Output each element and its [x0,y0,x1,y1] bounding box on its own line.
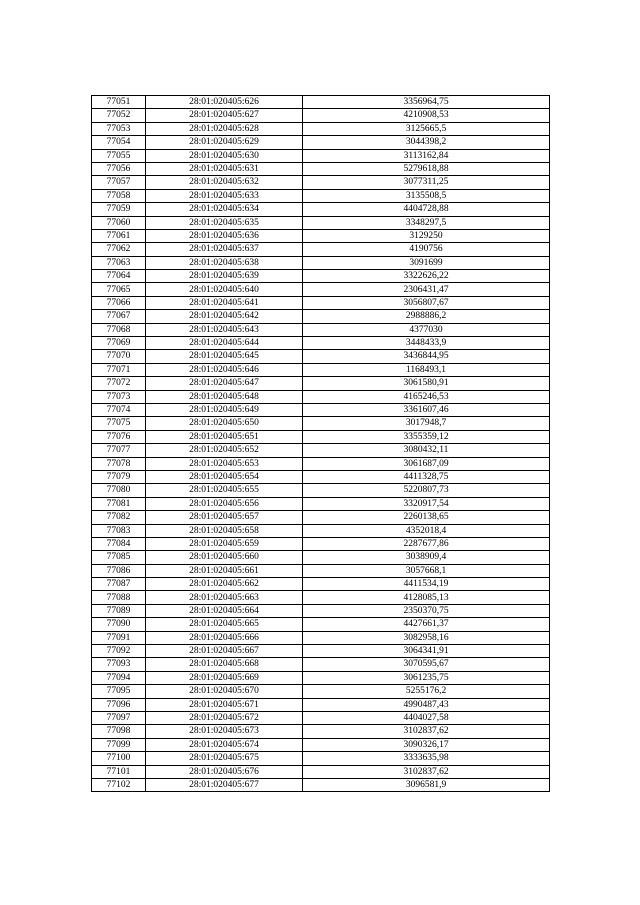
table-row [92,470,550,483]
cadastral-value-cell: 2988886,2 [303,310,550,323]
table-row [92,96,550,109]
cadastral-number-cell: 28:01:020405:626 [146,96,303,109]
cadastral-value-cell: 3135508,5 [303,189,550,202]
cadastral-value-cell: 4352018,4 [303,524,550,537]
row-number-cell: 77102 [92,778,146,791]
cadastral-value-cell: 3061235,75 [303,671,550,684]
table-row [92,725,550,738]
cadastral-number-cell: 28:01:020405:636 [146,229,303,242]
cadastral-value-cell: 4377030 [303,323,550,336]
table-row [92,283,550,296]
cadastral-value-cell: 2260138,65 [303,511,550,524]
table-row [92,203,550,216]
cadastral-number-cell: 28:01:020405:635 [146,216,303,229]
cadastral-value-cell: 3090326,17 [303,738,550,751]
table-row [92,296,550,309]
cadastral-value-cell: 4128085,13 [303,591,550,604]
cadastral-value-cell: 3080432,11 [303,444,550,457]
table-row [92,457,550,470]
row-number-cell: 77085 [92,551,146,564]
cadastral-number-cell: 28:01:020405:632 [146,176,303,189]
table-row [92,377,550,390]
cadastral-value-cell: 3056807,67 [303,296,550,309]
cadastral-value-table [91,95,550,792]
cadastral-number-cell: 28:01:020405:671 [146,698,303,711]
cadastral-number-cell: 28:01:020405:640 [146,283,303,296]
cadastral-number-cell: 28:01:020405:650 [146,417,303,430]
table-row [92,524,550,537]
cadastral-number-cell: 28:01:020405:653 [146,457,303,470]
cadastral-value-cell: 3038909,4 [303,551,550,564]
cadastral-value-cell: 4165246,53 [303,390,550,403]
row-number-cell: 77088 [92,591,146,604]
cadastral-number-cell: 28:01:020405:657 [146,511,303,524]
cadastral-number-cell: 28:01:020405:630 [146,149,303,162]
row-number-cell: 77068 [92,323,146,336]
table-row [92,243,550,256]
cadastral-number-cell: 28:01:020405:663 [146,591,303,604]
row-number-cell: 77083 [92,524,146,537]
row-number-cell: 77076 [92,430,146,443]
cadastral-number-cell: 28:01:020405:656 [146,497,303,510]
row-number-cell: 77055 [92,149,146,162]
table-row [92,149,550,162]
cadastral-value-cell: 3077311,25 [303,176,550,189]
cadastral-number-cell: 28:01:020405:668 [146,658,303,671]
cadastral-number-cell: 28:01:020405:662 [146,578,303,591]
row-number-cell: 77051 [92,96,146,109]
cadastral-number-cell: 28:01:020405:661 [146,564,303,577]
cadastral-number-cell: 28:01:020405:659 [146,537,303,550]
cadastral-number-cell: 28:01:020405:652 [146,444,303,457]
table-row [92,765,550,778]
row-number-cell: 77052 [92,109,146,122]
cadastral-number-cell: 28:01:020405:675 [146,752,303,765]
row-number-cell: 77081 [92,497,146,510]
cadastral-value-cell: 3355359,12 [303,430,550,443]
row-number-cell: 77098 [92,725,146,738]
cadastral-value-cell: 3113162,84 [303,149,550,162]
cadastral-value-cell: 4190756 [303,243,550,256]
table-row [92,604,550,617]
table-row [92,511,550,524]
row-number-cell: 77066 [92,296,146,309]
row-number-cell: 77057 [92,176,146,189]
table-row [92,685,550,698]
table-row [92,122,550,135]
row-number-cell: 77093 [92,658,146,671]
table-row [92,417,550,430]
cadastral-value-cell: 2306431,47 [303,283,550,296]
row-number-cell: 77095 [92,685,146,698]
row-number-cell: 77078 [92,457,146,470]
cadastral-value-cell: 5255176,2 [303,685,550,698]
row-number-cell: 77077 [92,444,146,457]
cadastral-number-cell: 28:01:020405:644 [146,337,303,350]
cadastral-number-cell: 28:01:020405:643 [146,323,303,336]
cadastral-number-cell: 28:01:020405:666 [146,631,303,644]
cadastral-value-cell: 3102837,62 [303,765,550,778]
row-number-cell: 77079 [92,470,146,483]
table-row [92,350,550,363]
cadastral-value-cell: 4411328,75 [303,470,550,483]
cadastral-number-cell: 28:01:020405:674 [146,738,303,751]
cadastral-value-cell: 3356964,75 [303,96,550,109]
cadastral-number-cell: 28:01:020405:658 [146,524,303,537]
cadastral-number-cell: 28:01:020405:654 [146,470,303,483]
table-row [92,671,550,684]
table-row [92,176,550,189]
cadastral-value-cell: 3064341,91 [303,645,550,658]
row-number-cell: 77073 [92,390,146,403]
cadastral-value-cell: 3348297,5 [303,216,550,229]
cadastral-value-cell: 3448433,9 [303,337,550,350]
row-number-cell: 77090 [92,618,146,631]
table-row [92,136,550,149]
row-number-cell: 77061 [92,229,146,242]
row-number-cell: 77086 [92,564,146,577]
table-row [92,551,550,564]
cadastral-number-cell: 28:01:020405:664 [146,604,303,617]
table-row [92,645,550,658]
cadastral-value-cell: 3129250 [303,229,550,242]
cadastral-value-cell: 4411534,19 [303,578,550,591]
cadastral-value-cell: 3436844,95 [303,350,550,363]
table-row [92,618,550,631]
cadastral-number-cell: 28:01:020405:651 [146,430,303,443]
row-number-cell: 77058 [92,189,146,202]
cadastral-value-cell: 3070595,67 [303,658,550,671]
table-row [92,256,550,269]
row-number-cell: 77063 [92,256,146,269]
row-number-cell: 77062 [92,243,146,256]
cadastral-number-cell: 28:01:020405:677 [146,778,303,791]
row-number-cell: 77074 [92,403,146,416]
row-number-cell: 77059 [92,203,146,216]
table-row [92,390,550,403]
cadastral-value-cell: 3320917,54 [303,497,550,510]
cadastral-value-cell: 4210908,53 [303,109,550,122]
row-number-cell: 77097 [92,711,146,724]
table-row [92,323,550,336]
table-row [92,778,550,791]
table-row [92,403,550,416]
table-row [92,578,550,591]
row-number-cell: 77100 [92,752,146,765]
table-row [92,537,550,550]
cadastral-number-cell: 28:01:020405:648 [146,390,303,403]
table-row [92,711,550,724]
cadastral-value-cell: 4404027,58 [303,711,550,724]
cadastral-number-cell: 28:01:020405:633 [146,189,303,202]
row-number-cell: 77071 [92,363,146,376]
cadastral-value-cell: 3017948,7 [303,417,550,430]
cadastral-number-cell: 28:01:020405:638 [146,256,303,269]
cadastral-value-cell: 3061580,91 [303,377,550,390]
row-number-cell: 77082 [92,511,146,524]
cadastral-number-cell: 28:01:020405:639 [146,270,303,283]
row-number-cell: 77080 [92,484,146,497]
cadastral-value-cell: 3096581,9 [303,778,550,791]
cadastral-value-cell: 5279618,88 [303,162,550,175]
cadastral-number-cell: 28:01:020405:647 [146,377,303,390]
cadastral-value-cell: 3082958,16 [303,631,550,644]
cadastral-number-cell: 28:01:020405:670 [146,685,303,698]
table-body [92,96,550,792]
cadastral-number-cell: 28:01:020405:629 [146,136,303,149]
cadastral-number-cell: 28:01:020405:673 [146,725,303,738]
cadastral-number-cell: 28:01:020405:672 [146,711,303,724]
table-row [92,337,550,350]
row-number-cell: 77091 [92,631,146,644]
table-row [92,738,550,751]
cadastral-value-cell: 3361607,46 [303,403,550,416]
row-number-cell: 77092 [92,645,146,658]
cadastral-value-cell: 4404728,88 [303,203,550,216]
cadastral-value-cell: 2287677,86 [303,537,550,550]
cadastral-number-cell: 28:01:020405:642 [146,310,303,323]
cadastral-number-cell: 28:01:020405:637 [146,243,303,256]
cadastral-number-cell: 28:01:020405:669 [146,671,303,684]
table-row [92,216,550,229]
table-row [92,229,550,242]
row-number-cell: 77087 [92,578,146,591]
cadastral-number-cell: 28:01:020405:667 [146,645,303,658]
row-number-cell: 77099 [92,738,146,751]
table-row [92,270,550,283]
table-row [92,444,550,457]
row-number-cell: 77060 [92,216,146,229]
cadastral-value-cell: 3061687,09 [303,457,550,470]
row-number-cell: 77075 [92,417,146,430]
cadastral-value-cell: 4427661,37 [303,618,550,631]
row-number-cell: 77069 [92,337,146,350]
cadastral-value-cell: 2350370,75 [303,604,550,617]
cadastral-number-cell: 28:01:020405:634 [146,203,303,216]
table-row [92,698,550,711]
cadastral-value-cell: 3322626,22 [303,270,550,283]
table-row [92,752,550,765]
row-number-cell: 77065 [92,283,146,296]
table-row [92,109,550,122]
row-number-cell: 77089 [92,604,146,617]
row-number-cell: 77101 [92,765,146,778]
cadastral-value-cell: 3125665,5 [303,122,550,135]
cadastral-value-cell: 4990487,43 [303,698,550,711]
row-number-cell: 77096 [92,698,146,711]
cadastral-value-cell: 5220807,73 [303,484,550,497]
table-row [92,430,550,443]
cadastral-number-cell: 28:01:020405:627 [146,109,303,122]
table-row [92,310,550,323]
cadastral-number-cell: 28:01:020405:655 [146,484,303,497]
cadastral-number-cell: 28:01:020405:676 [146,765,303,778]
cadastral-number-cell: 28:01:020405:641 [146,296,303,309]
cadastral-number-cell: 28:01:020405:646 [146,363,303,376]
cadastral-value-cell: 1168493,1 [303,363,550,376]
table-row [92,189,550,202]
cadastral-number-cell: 28:01:020405:628 [146,122,303,135]
cadastral-number-cell: 28:01:020405:665 [146,618,303,631]
row-number-cell: 77064 [92,270,146,283]
cadastral-value-cell: 3044398,2 [303,136,550,149]
row-number-cell: 77054 [92,136,146,149]
row-number-cell: 77084 [92,537,146,550]
cadastral-value-cell: 3057668,1 [303,564,550,577]
table-row [92,484,550,497]
row-number-cell: 77053 [92,122,146,135]
cadastral-number-cell: 28:01:020405:645 [146,350,303,363]
table-row [92,631,550,644]
cadastral-number-cell: 28:01:020405:660 [146,551,303,564]
row-number-cell: 77072 [92,377,146,390]
cadastral-value-cell: 3102837,62 [303,725,550,738]
table-row [92,591,550,604]
row-number-cell: 77070 [92,350,146,363]
table-row [92,363,550,376]
cadastral-number-cell: 28:01:020405:631 [146,162,303,175]
row-number-cell: 77067 [92,310,146,323]
table-row [92,658,550,671]
row-number-cell: 77094 [92,671,146,684]
row-number-cell: 77056 [92,162,146,175]
cadastral-number-cell: 28:01:020405:649 [146,403,303,416]
cadastral-value-cell: 3333635,98 [303,752,550,765]
table-row [92,564,550,577]
table-row [92,162,550,175]
table-row [92,497,550,510]
cadastral-value-cell: 3091699 [303,256,550,269]
